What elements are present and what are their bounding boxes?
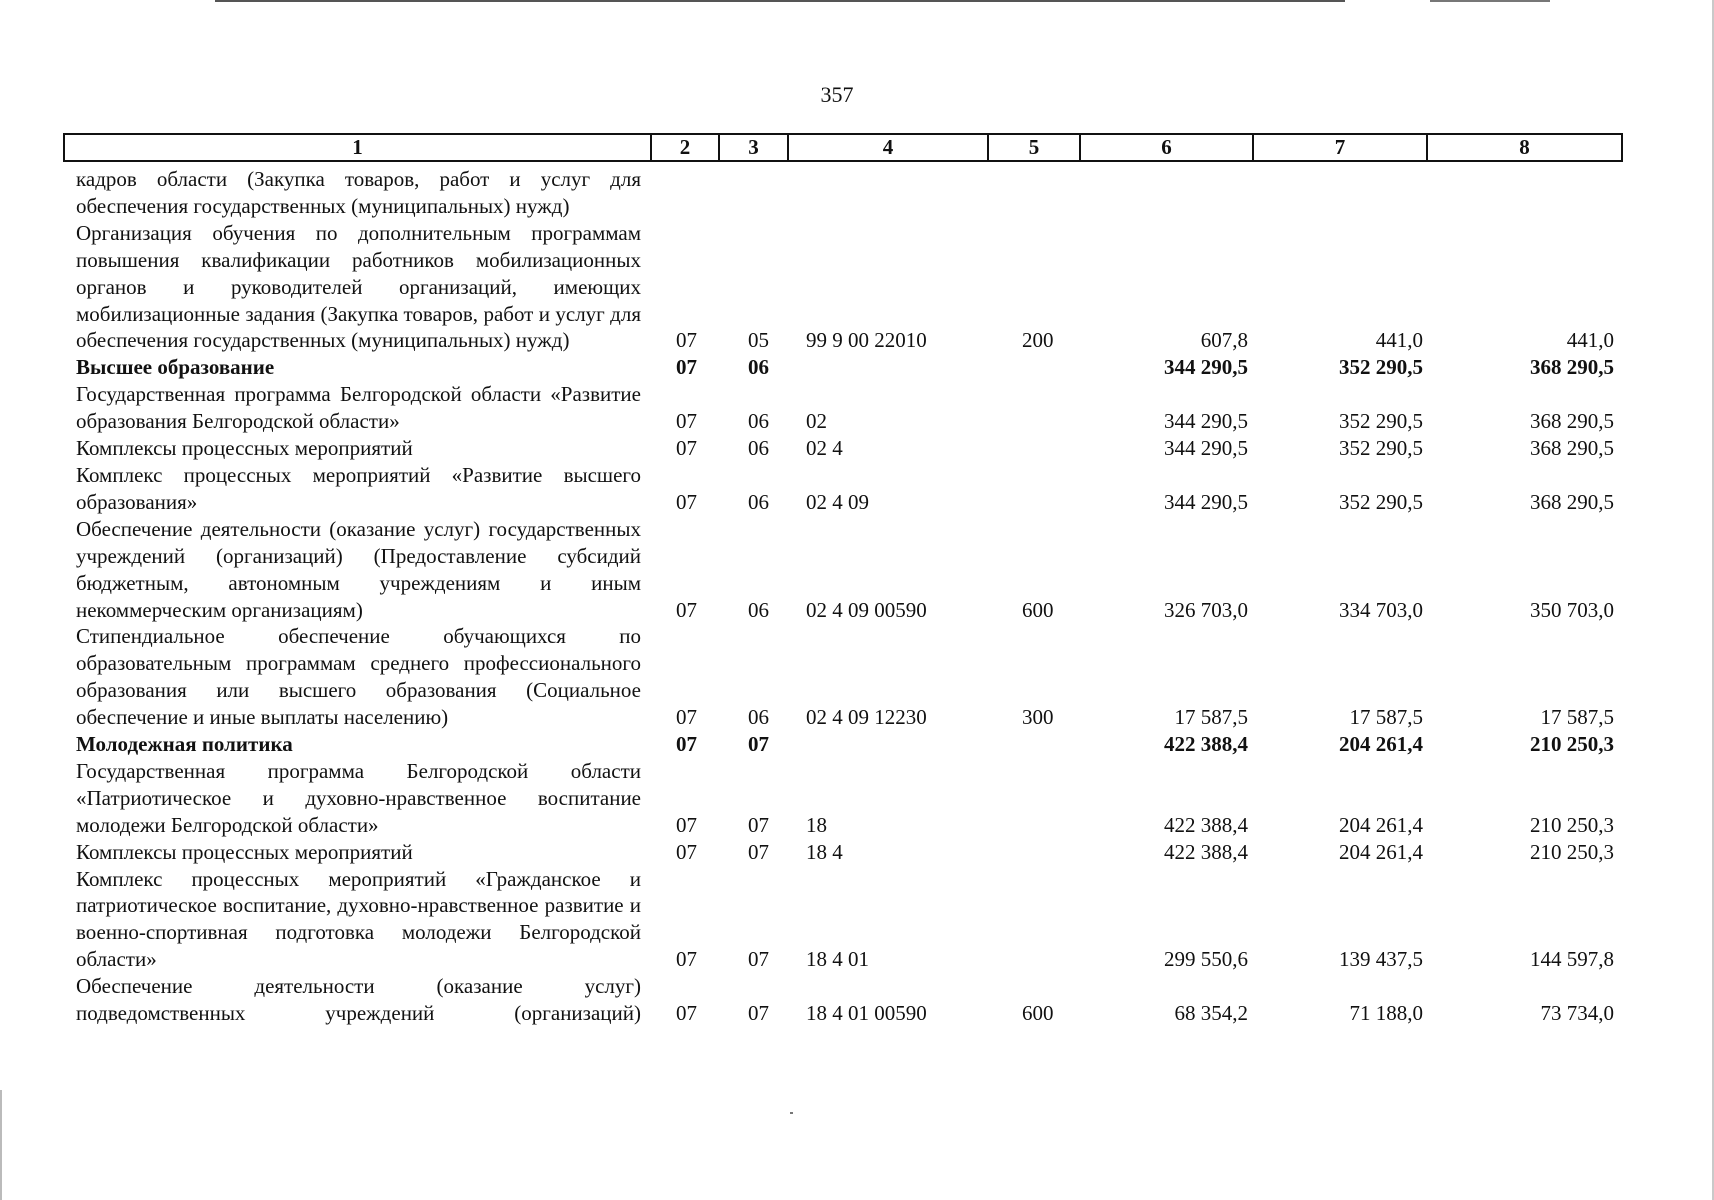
cell-target-article: 02 4 09 12230 [806, 705, 927, 730]
column-header-7: 7 [1254, 135, 1428, 160]
cell-target-article: 18 4 01 00590 [806, 1001, 927, 1026]
cell-amount-year1: 422 388,4 [1164, 839, 1248, 864]
scan-edge-line [1430, 0, 1550, 2]
table-header [63, 133, 1623, 162]
row-description: Государственная программа Белгородской области «Развитие образования Белгородской области» [76, 382, 641, 434]
cell-amount-year2: 71 188,0 [1349, 1001, 1423, 1026]
cell-amount-year1: 326 703,0 [1164, 597, 1248, 622]
cell-expense-type: 600 [1022, 1001, 1054, 1026]
cell-amount-year3: 350 703,0 [1530, 597, 1614, 622]
scan-edge-shadow [0, 1090, 2, 1200]
cell-target-article: 02 4 [806, 436, 843, 461]
row-description: Государственная программа Белгородской области «Патриотическое и духовно-нравственное воспитание молодежи Белгородской области» [76, 758, 641, 837]
cell-amount-year2: 352 290,5 [1339, 436, 1423, 461]
cell-amount-year3: 144 597,8 [1530, 947, 1614, 972]
cell-section: 07 [676, 947, 697, 972]
cell-section: 07 [676, 812, 697, 837]
cell-target-article: 02 4 09 [806, 489, 869, 514]
row-description: Комплексы процессных мероприятий [76, 839, 413, 864]
table-row [0, 381, 1714, 435]
row-description: Высшее образование [76, 355, 275, 380]
cell-target-article: 02 [806, 409, 827, 434]
row-description: кадров области (Закупка товаров, работ и услуг для обеспечения государственных (муниципальных) нужд) [76, 167, 641, 218]
column-header-4: 4 [789, 135, 989, 160]
row-description: Обеспечение деятельности (оказание услуг) государственных учреждений (организаций) (Предоставление субсидий бюджетным, автономным учреждениям и иным некоммерческим организациям) [76, 516, 641, 622]
table-row [0, 731, 1714, 758]
table-row [0, 166, 1714, 220]
cell-amount-year2: 139 437,5 [1339, 947, 1423, 972]
cell-subsection: 06 [748, 705, 769, 730]
cell-subsection: 06 [748, 436, 769, 461]
cell-section: 07 [676, 839, 697, 864]
cell-amount-year2: 204 261,4 [1339, 812, 1423, 837]
cell-amount-year1: 422 388,4 [1164, 732, 1248, 757]
cell-section: 07 [676, 1001, 697, 1026]
cell-amount-year1: 344 290,5 [1164, 489, 1248, 514]
cell-subsection: 07 [748, 839, 769, 864]
table-row [0, 758, 1714, 839]
cell-section: 07 [676, 436, 697, 461]
cell-target-article: 18 4 [806, 839, 843, 864]
cell-amount-year3: 368 290,5 [1530, 489, 1614, 514]
cell-amount-year1: 344 290,5 [1164, 355, 1248, 380]
cell-subsection: 05 [748, 328, 769, 353]
cell-target-article: 18 4 01 [806, 947, 869, 972]
cell-subsection: 07 [748, 947, 769, 972]
cell-amount-year2: 441,0 [1375, 328, 1423, 353]
cell-amount-year3: 73 734,0 [1540, 1001, 1614, 1026]
cell-subsection: 07 [748, 812, 769, 837]
cell-amount-year3: 368 290,5 [1530, 409, 1614, 434]
cell-section: 07 [676, 732, 697, 757]
cell-amount-year2: 204 261,4 [1339, 732, 1423, 757]
cell-target-article: 02 4 09 00590 [806, 597, 927, 622]
cell-section: 07 [676, 355, 697, 380]
cell-amount-year1: 17 587,5 [1174, 705, 1248, 730]
row-description: Молодежная политика [76, 732, 293, 757]
cell-amount-year1: 344 290,5 [1164, 436, 1248, 461]
column-header-8: 8 [1519, 135, 1530, 159]
scan-speck [790, 1112, 793, 1114]
cell-target-article: 99 9 00 22010 [806, 328, 927, 353]
row-description: Комплексы процессных мероприятий [76, 436, 413, 461]
cell-expense-type: 600 [1022, 597, 1054, 622]
cell-amount-year3: 368 290,5 [1530, 355, 1614, 380]
table-row [0, 354, 1714, 381]
cell-subsection: 06 [748, 597, 769, 622]
cell-expense-type: 200 [1022, 328, 1054, 353]
cell-amount-year1: 607,8 [1200, 328, 1248, 353]
column-header-1: 1 [65, 135, 652, 160]
cell-section: 07 [676, 328, 697, 353]
cell-amount-year3: 210 250,3 [1530, 839, 1614, 864]
cell-subsection: 07 [748, 732, 769, 757]
cell-amount-year1: 68 354,2 [1174, 1001, 1248, 1026]
cell-amount-year2: 17 587,5 [1349, 705, 1423, 730]
table-row [0, 220, 1714, 355]
table-row [0, 623, 1714, 731]
page-number: 357 [820, 82, 854, 107]
cell-amount-year2: 352 290,5 [1339, 489, 1423, 514]
cell-expense-type: 300 [1022, 705, 1054, 730]
table-row [0, 462, 1714, 516]
table-row [0, 435, 1714, 462]
table-row [0, 839, 1714, 866]
column-header-2: 2 [652, 135, 720, 160]
cell-subsection: 06 [748, 409, 769, 434]
cell-amount-year1: 299 550,6 [1164, 947, 1248, 972]
cell-amount-year2: 204 261,4 [1339, 839, 1423, 864]
cell-section: 07 [676, 489, 697, 514]
cell-section: 07 [676, 597, 697, 622]
cell-subsection: 07 [748, 1001, 769, 1026]
cell-subsection: 06 [748, 355, 769, 380]
cell-amount-year1: 344 290,5 [1164, 409, 1248, 434]
table-row [0, 973, 1714, 1027]
cell-amount-year2: 352 290,5 [1339, 409, 1423, 434]
cell-amount-year3: 441,0 [1566, 328, 1614, 353]
cell-section: 07 [676, 409, 697, 434]
table-body [0, 166, 1714, 1027]
cell-subsection: 06 [748, 489, 769, 514]
scan-edge-line [215, 0, 1345, 2]
cell-section: 07 [676, 705, 697, 730]
cell-amount-year3: 210 250,3 [1530, 732, 1614, 757]
row-description: Обеспечение деятельности (оказание услуг) подведомственных учреждений (организаций) [76, 974, 641, 1026]
table-row [0, 866, 1714, 974]
row-description: Организация обучения по дополнительным программам повышения квалификации работников мобилизационных органов и руководителей организаций, имеющих мобилизационные задания (Закупка товаров, работ и услуг для обеспечения государственных (муниципальных) нужд) [76, 220, 641, 353]
column-header-6: 6 [1081, 135, 1254, 160]
cell-amount-year2: 334 703,0 [1339, 597, 1423, 622]
cell-amount-year3: 210 250,3 [1530, 812, 1614, 837]
cell-amount-year2: 352 290,5 [1339, 355, 1423, 380]
column-header-5: 5 [989, 135, 1081, 160]
cell-amount-year1: 422 388,4 [1164, 812, 1248, 837]
row-description: Комплекс процессных мероприятий «Развитие высшего образования» [76, 462, 641, 514]
table-row [0, 516, 1714, 624]
column-header-3: 3 [720, 135, 789, 160]
cell-amount-year3: 17 587,5 [1540, 705, 1614, 730]
cell-target-article: 18 [806, 812, 827, 837]
row-description: Комплекс процессных мероприятий «Гражданское и патриотическое воспитание, духовно-нравственное развитие и военно-спортивная подготовка молодежи Белгородской области» [76, 866, 641, 972]
cell-amount-year3: 368 290,5 [1530, 436, 1614, 461]
row-description: Стипендиальное обеспечение обучающихся по образовательным программам среднего профессионального образования или высшего образования (Социальное обеспечение и иные выплаты населению) [76, 624, 641, 730]
